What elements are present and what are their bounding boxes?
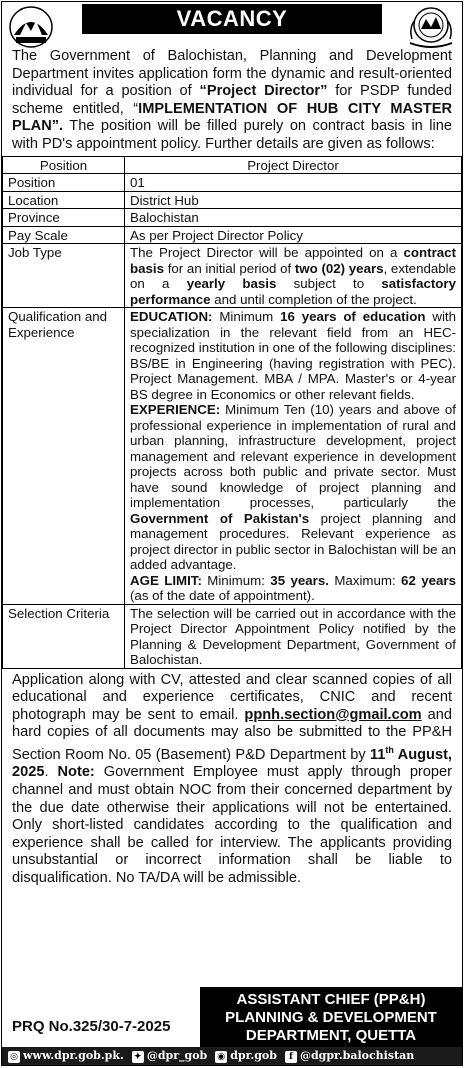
table-row-qualification: Qualification and Experience EDUCATION: Minimum 16 years of education with specialization in the relevant field from an HEC-recognized institution in one of the following disciplines: BS/BE in Engineering (having registration with PEC). Project Management. MBA / MPA. Master's or 4-year BS degree in Economics or other relevant fields. EXPERIENCE: Minimum Ten (10) years and above of professional experience in implementation of rural and urban planning, infrastructure development, project management and relevant experience in development projects across both public and private sector. Must have sound knowledge of project planning and implementation processes, particularly the Government of Pakistan's project planning and management procedures. Relevant experience as project director in public sector in Balochistan will be an added advantage. AGE LIMIT: Minimum: 35 years. Maximum: 62 years (as of the date of appointment). — [3, 308, 462, 605]
table-row-job-type: Job Type The Project Director will be appointed on a contract basis for an initial period of two (02) years, extendable on a yearly basis subject to satisfactory performance and until completion of the project. — [3, 244, 462, 308]
table-row-selection: Selection Criteria The selection will be carried out in accordance with the Project Director Appointment Policy notified by the Planning & Development Department, Government of Balochistan. — [3, 604, 462, 668]
qualification-description: EDUCATION: Minimum 16 years of education with specialization in the relevant field from an HEC-recognized institution in one of the following disciplines: BS/BE in Engineering (having registration with PEC). Project Management. MBA / MPA. Master's or 4-year BS degree in Economics or other relevant fields. EXPERIENCE: Minimum Ten (10) years and above of professional experience in implementation of rural and urban planning, infrastructure development, project management and relevant experience in development projects across both public and private sector. Must have sound knowledge of project planning and implementation processes, particularly the Government of Pakistan's project planning and management procedures. Relevant experience as project director in public sector in Balochistan will be an added advantage. AGE LIMIT: Minimum: 35 years. Maximum: 62 years (as of the date of appointment). — [125, 308, 462, 605]
facebook-icon: f — [285, 1051, 297, 1063]
government-seal-icon — [406, 5, 456, 49]
email-link[interactable]: ppnh.section@gmail.com — [244, 706, 422, 723]
facebook-link[interactable]: f @dgpr.balochistan — [285, 1049, 414, 1063]
intro-paragraph: The Government of Balochistan, Planning and Development Department invites application form the dynamic and result-oriented individual for a position of “Project Director” for PSDP funded scheme entitled, “IMPLEMENTATION OF HUB CITY MASTER PLAN”. The position will be filled purely on contract basis in line with PD's appointment policy. Further details are given as follows: — [12, 48, 452, 152]
twitter-icon: ✦ — [132, 1051, 144, 1063]
vacancy-details-table — [2, 156, 462, 669]
website-link[interactable]: ◎ www.dpr.gob.pk. — [8, 1049, 124, 1063]
application-instructions: Application along with CV, attested and clear scanned copies of all educational and experience certificates, CNIC and recent photograph may be sent to email. ppnh.section@gmail.com and hard copies of all documents may also be submitted to the PP&H Section Room No. 05 (Basement) P&D Department by 11th August, 2025. Note: Government Employee must apply through proper channel and must obtain NOC from their concerned department by the due date otherwise their applications will not be entertained. Only short-listed candidates according to the qualification and experience shall be called for interview. The applicants providing unsubstantial or incorrect information shall be liable to disqualification. No TA/DA will be admissible. — [12, 671, 453, 886]
page-title: VACANCY — [82, 4, 382, 34]
instagram-link[interactable]: ◉ dpr.gob — [215, 1049, 277, 1063]
footer — [2, 983, 462, 1065]
table-row-location: Location District Hub — [3, 191, 462, 209]
twitter-link[interactable]: ✦ @dpr_gob — [132, 1049, 207, 1063]
globe-icon: ◎ — [8, 1051, 20, 1063]
table-header-row: Position Project Director — [3, 156, 462, 174]
signatory-box: ASSISTANT CHIEF (PP&H) PLANNING & DEVELOPMENT DEPARTMENT, QUETTA — [200, 987, 462, 1047]
prq-number: PRQ No.325/30-7-2025 — [12, 1018, 171, 1035]
balochistan-government-logo-icon — [8, 5, 54, 49]
table-row-position: Position 01 — [3, 174, 462, 192]
job-type-description: The Project Director will be appointed on a contract basis for an initial period of two (02) years, extendable on a yearly basis subject to satisfactory performance and until completion of the project. — [125, 244, 462, 308]
instagram-icon: ◉ — [215, 1051, 227, 1063]
header — [2, 2, 462, 50]
table-row-province: Province Balochistan — [3, 209, 462, 227]
social-bar — [2, 1047, 462, 1065]
table-row-pay-scale: Pay Scale As per Project Director Policy — [3, 226, 462, 244]
vacancy-advertisement — [1, 1, 463, 1066]
